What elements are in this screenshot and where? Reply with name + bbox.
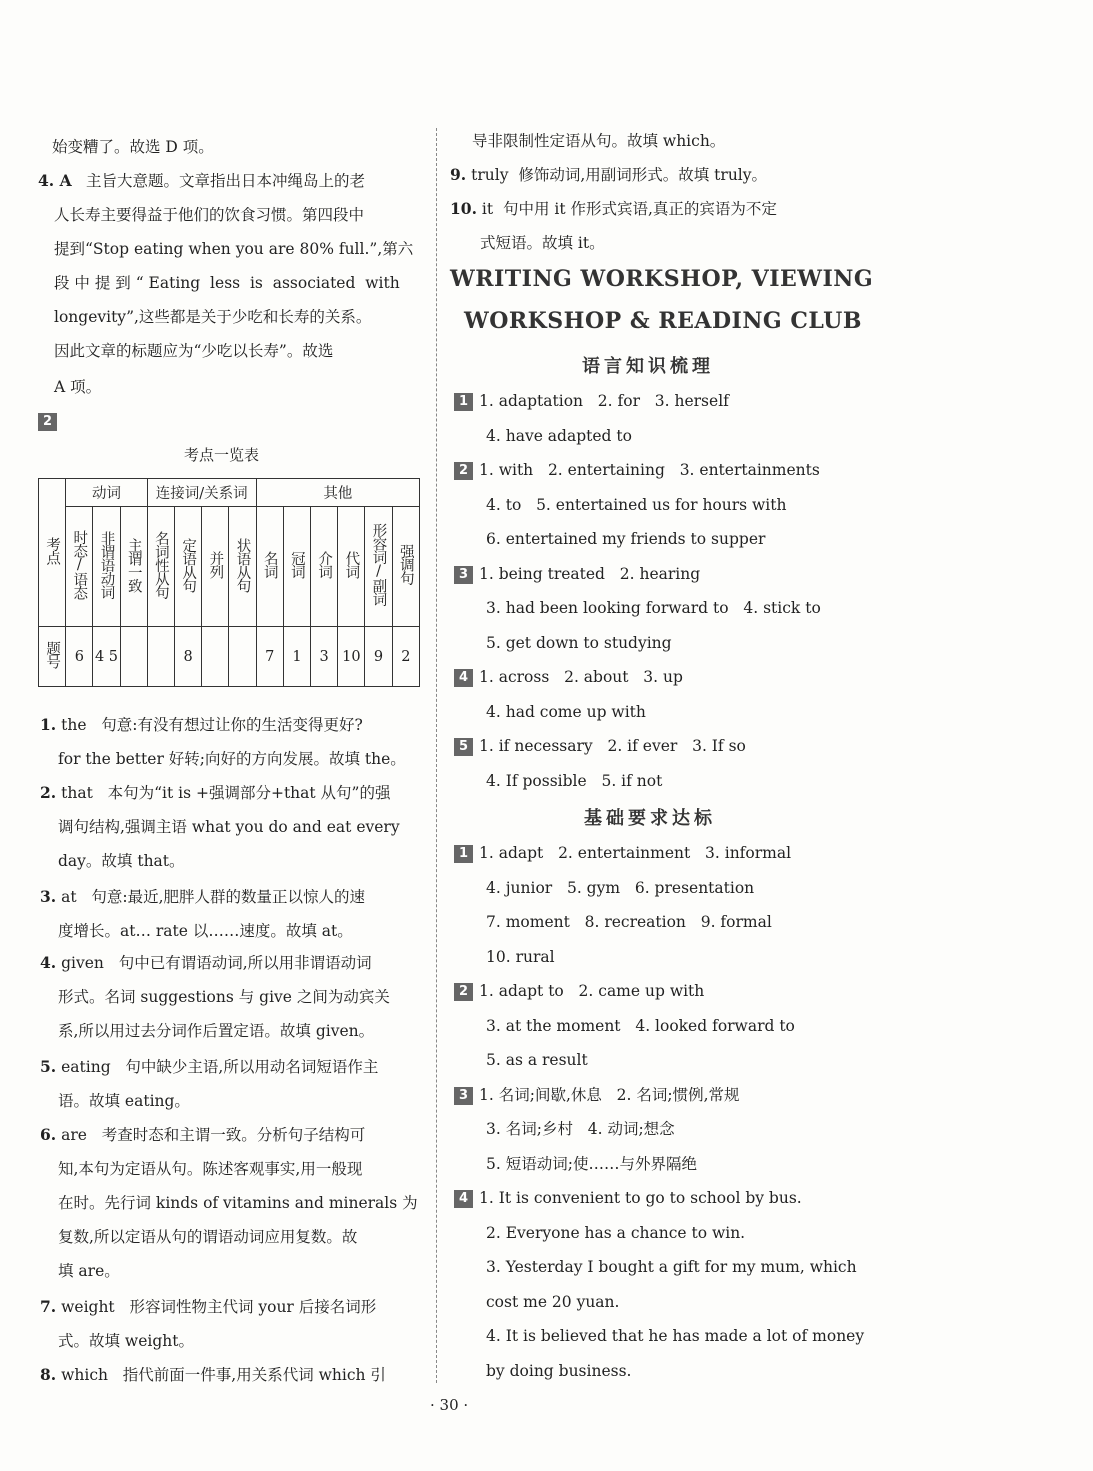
- answer-explanation-line: 复数,所以定语从句的谓语动词应用复数。故: [58, 1228, 358, 1246]
- answer-entry: 3. informal: [705, 844, 792, 862]
- table-group-header: 其他: [256, 479, 419, 507]
- answer-row: [486, 1153, 697, 1175]
- answer-entry: 2. for: [597, 392, 640, 410]
- answer-entry: 6. presentation: [634, 878, 755, 897]
- answer-entry: 5. as a result: [486, 1051, 588, 1069]
- answer-entry: 4. stick to: [743, 599, 821, 617]
- answer-word: given: [61, 954, 104, 972]
- answer-item: [40, 1124, 365, 1146]
- answer-entry: 3. 名词;乡村: [486, 1120, 573, 1138]
- answer-row: [486, 701, 646, 723]
- answer-row: [454, 1187, 802, 1209]
- section-2-marker: [38, 410, 63, 432]
- answer-entry: 3. entertainments: [679, 461, 820, 479]
- answer-row: [486, 946, 555, 968]
- answer-entry: 9. formal: [700, 913, 772, 931]
- subsection-heading: 语言知识梳理: [582, 356, 714, 377]
- answer-row: [486, 632, 672, 654]
- answer-row: [454, 735, 746, 757]
- answer-explanation-line: 度增长。at… rate 以……速度。故填 at。: [58, 922, 353, 940]
- answer-row: [486, 911, 772, 933]
- table-column-header: 介词: [311, 507, 338, 627]
- page-number: · 30 ·: [430, 1396, 469, 1414]
- answer-item: [40, 1296, 376, 1318]
- answer-entry: 1. adapt: [479, 844, 544, 862]
- answer-explanation-line: 形式。名词 suggestions 与 give 之间为动宾关: [58, 988, 390, 1006]
- q10: [450, 198, 777, 220]
- table-cell: 4 5: [93, 627, 120, 687]
- answer-entry: 4. It is believed that he has made a lot of money: [486, 1327, 865, 1345]
- answer-explanation: 句意:有没有想过让你的生活变得更好?: [101, 716, 363, 734]
- section-number-badge: 5: [454, 738, 473, 756]
- table-cell: 2: [392, 627, 419, 687]
- answer-entry: 4. junior: [486, 878, 553, 897]
- answer-explanation-line: 知,本句为定语从句。陈述客观事实,用一般现: [58, 1160, 363, 1178]
- table-column-header: 时态/语态: [66, 507, 93, 627]
- answer-item: [40, 952, 372, 974]
- q4-line: 主旨大意题。文章指出日本冲绳岛上的老: [86, 172, 366, 190]
- answer-row: [454, 390, 729, 412]
- answer-number: 4.: [40, 953, 57, 972]
- q9-explanation: 修饰动词,用副词形式。故填 truly。: [518, 166, 768, 184]
- answer-word: weight: [61, 1298, 115, 1316]
- q4-number: 4. A: [38, 171, 72, 190]
- table-cell: 7: [256, 627, 283, 687]
- answer-row: [486, 1325, 864, 1347]
- column-divider: [436, 128, 437, 1383]
- answer-entry: cost me 20 yuan.: [486, 1292, 620, 1311]
- table-cell: [202, 627, 229, 687]
- q10-explanation: 句中用 it 作形式宾语,真正的宾语为不定: [502, 200, 777, 218]
- q4-line: 段 中 提 到 “ Eating less is associated with: [54, 274, 400, 292]
- answer-entry: 4. 动词;想念: [587, 1120, 675, 1138]
- answer-entry: 5. gym: [566, 878, 621, 897]
- answer-entry: 1. across: [479, 668, 550, 686]
- answer-entry: 1. being treated: [479, 564, 605, 583]
- q10-number: 10.: [450, 199, 477, 218]
- answer-entry: 3. up: [643, 668, 683, 686]
- table-cell: 1: [283, 627, 310, 687]
- answer-explanation: 句意:最近,肥胖人群的数量正以惊人的速: [91, 888, 366, 906]
- answer-explanation: 形容词性物主代词 your 后接名词形: [129, 1298, 377, 1316]
- answer-word: which: [61, 1366, 108, 1384]
- answer-row: [486, 528, 765, 550]
- table-cell: 10: [338, 627, 365, 687]
- answer-number: 8.: [40, 1365, 57, 1384]
- table-column-header: 定语从句: [175, 507, 202, 627]
- section-number-badge: 3: [454, 1087, 473, 1105]
- answer-word: eating: [61, 1058, 111, 1076]
- section-number-badge: 1: [454, 845, 473, 863]
- table-cell: 8: [175, 627, 202, 687]
- answer-explanation-line: day。故填 that。: [58, 852, 185, 870]
- answer-explanation-line: 调句结构,强调主语 what you do and eat every: [58, 818, 400, 836]
- answer-word: that: [61, 784, 93, 802]
- answer-explanation: 句中已有谓语动词,所以用非谓语动词: [118, 954, 372, 972]
- answer-row: [454, 666, 683, 688]
- answer-row: [486, 494, 786, 516]
- answer-entry: 8. recreation: [584, 913, 686, 931]
- answer-word: the: [61, 716, 87, 734]
- answer-row: [486, 1015, 795, 1037]
- answer-entry: 2. 名词;惯例,常规: [616, 1085, 740, 1104]
- answer-explanation: 考查时态和主谓一致。分析句子结构可: [101, 1126, 366, 1144]
- answer-explanation-line: 系,所以用过去分词作后置定语。故填 given。: [58, 1022, 375, 1040]
- answer-row: [486, 597, 821, 619]
- answer-entry: 1. adapt to: [479, 982, 564, 1000]
- answer-row: [454, 563, 700, 585]
- answer-row: [486, 1049, 588, 1071]
- answer-entry: 7. moment: [486, 913, 570, 931]
- answer-item: [40, 886, 365, 908]
- table-column-header: 主谓一致: [120, 507, 147, 627]
- table-cell: [120, 627, 147, 687]
- answer-entry: 2. came up with: [578, 982, 705, 1000]
- answer-entry: 2. Everyone has a chance to win.: [486, 1223, 746, 1242]
- answer-entry: 2. entertainment: [558, 844, 691, 862]
- answer-entry: 2. hearing: [619, 564, 701, 583]
- section-number-badge: 1: [454, 393, 473, 411]
- answer-item: [40, 714, 363, 736]
- answer-number: 1.: [40, 715, 57, 734]
- table-column-header: 名词性从句: [147, 507, 174, 627]
- answer-explanation: 指代前面一件事,用关系代词 which 引: [122, 1366, 386, 1384]
- answer-row: [486, 1291, 619, 1313]
- answer-number: 6.: [40, 1125, 57, 1144]
- table-cell: 3: [311, 627, 338, 687]
- answer-number: 3.: [40, 887, 57, 906]
- answer-explanation-line: 填 are。: [58, 1262, 120, 1280]
- table-cell: 6: [66, 627, 93, 687]
- answer-entry: 5. get down to studying: [486, 633, 672, 652]
- answer-explanation-line: for the better 好转;向好的方向发展。故填 the。: [58, 750, 406, 768]
- q9: [450, 164, 767, 186]
- q4-line: A 项。: [54, 378, 102, 396]
- table-group-header: 连接词/关系词: [147, 479, 256, 507]
- answer-word: are: [61, 1126, 87, 1144]
- answer-explanation-line: 在时。先行词 kinds of vitamins and minerals 为: [58, 1194, 418, 1212]
- table-column-header: 非谓语动词: [93, 507, 120, 627]
- section-number-badge: 4: [454, 669, 473, 687]
- q4-line: 提到“Stop eating when you are 80% full.”,第六: [54, 240, 414, 258]
- table-column-header: 代词: [338, 507, 365, 627]
- answer-item: [40, 1364, 386, 1386]
- table-group-header: 动词: [66, 479, 148, 507]
- answer-row: [486, 877, 754, 899]
- q4-line: 因此文章的标题应为“少吃以长寿”。故选: [54, 342, 334, 360]
- kaodian-table: [38, 478, 420, 687]
- answer-entry: 3. herself: [654, 392, 729, 410]
- section-number-badge: 4: [454, 1190, 473, 1208]
- table-column-header: 强调句: [392, 507, 419, 627]
- answer-entry: 5. if not: [601, 771, 663, 790]
- table-caption: 考点一览表: [184, 446, 260, 464]
- section-number-badge: 3: [454, 566, 473, 584]
- answer-entry: 3. If so: [692, 737, 746, 755]
- answer-entry: 2. if ever: [607, 737, 678, 755]
- answer-entry: 3. Yesterday I bought a gift for my mum, which: [486, 1258, 857, 1276]
- answer-entry: 10. rural: [486, 947, 555, 966]
- q10-line: 式短语。故填 it。: [480, 234, 605, 252]
- right-top-line: 导非限制性定语从句。故填 which。: [472, 132, 726, 150]
- answer-explanation-line: 语。故填 eating。: [58, 1092, 190, 1110]
- answer-row: [454, 1084, 740, 1106]
- subsection-heading: 基础要求达标: [584, 808, 716, 829]
- answer-entry: 4. to: [486, 495, 522, 514]
- section-heading: WORKSHOP & READING CLUB: [464, 308, 862, 334]
- answer-row: [486, 425, 632, 447]
- answer-entry: 4. looked forward to: [635, 1016, 795, 1035]
- answer-explanation: 本句为“it is +强调部分+that 从句”的强: [107, 784, 391, 802]
- section-number-badge: 2: [454, 983, 473, 1001]
- answer-number: 2.: [40, 783, 57, 802]
- answer-item: [40, 782, 390, 804]
- answer-explanation: 句中缺少主语,所以用动名词短语作主: [125, 1058, 379, 1076]
- q9-answer: truly: [471, 166, 509, 184]
- table-cell: [147, 627, 174, 687]
- answer-entry: 6. entertained my friends to supper: [486, 530, 766, 548]
- answer-row: [486, 1256, 857, 1278]
- answer-entry: 3. had been looking forward to: [486, 599, 729, 617]
- answer-entry: 1. It is convenient to go to school by bus.: [479, 1189, 802, 1207]
- answer-entry: 1. with: [479, 461, 534, 479]
- answer-entry: 5. entertained us for hours with: [536, 495, 787, 514]
- q9-number: 9.: [450, 165, 467, 184]
- answer-row: [486, 770, 662, 792]
- answer-entry: 2. entertaining: [547, 461, 665, 479]
- answer-word: at: [61, 888, 77, 906]
- answer-row: [486, 1360, 631, 1382]
- answer-row: [454, 459, 820, 481]
- left-top-line: 始变糟了。故选 D 项。: [52, 138, 214, 156]
- answer-row: [486, 1222, 745, 1244]
- table-column-header: 名词: [256, 507, 283, 627]
- table-column-header: 形容词/副词: [365, 507, 392, 627]
- answer-row: [486, 1118, 675, 1140]
- section-number-badge: 2: [454, 462, 473, 480]
- q4-line: 人长寿主要得益于他们的饮食习惯。第四段中: [54, 206, 365, 224]
- answer-entry: 1. if necessary: [479, 737, 593, 755]
- table-column-header: 冠词: [283, 507, 310, 627]
- answer-row: [454, 980, 704, 1002]
- answer-entry: by doing business.: [486, 1361, 632, 1380]
- q4-line: longevity”,这些都是关于少吃和长寿的关系。: [54, 308, 372, 326]
- answer-entry: 1. adaptation: [479, 392, 584, 410]
- answer-entry: 4. If possible: [486, 771, 587, 790]
- table-cell: [229, 627, 256, 687]
- table-column-header: 并列: [202, 507, 229, 627]
- table-column-header: 状语从句: [229, 507, 256, 627]
- answer-entry: 2. about: [564, 668, 629, 686]
- q10-answer: it: [481, 200, 494, 218]
- section-number-badge: 2: [38, 413, 57, 431]
- answer-entry: 3. at the moment: [486, 1016, 621, 1035]
- section-heading: WRITING WORKSHOP, VIEWING: [450, 266, 874, 292]
- answer-explanation-line: 式。故填 weight。: [58, 1332, 194, 1350]
- answer-number: 5.: [40, 1057, 57, 1076]
- table-row-label: 考点: [39, 479, 66, 627]
- table-cell: 9: [365, 627, 392, 687]
- answer-entry: 4. have adapted to: [486, 426, 632, 445]
- answer-entry: 4. had come up with: [486, 702, 646, 721]
- answer-entry: 1. 名词;间歇,休息: [479, 1085, 602, 1104]
- answer-entry: 5. 短语动词;使……与外界隔绝: [486, 1154, 697, 1173]
- answer-item: [40, 1056, 378, 1078]
- table-row-label: 题号: [39, 627, 66, 687]
- answer-number: 7.: [40, 1297, 57, 1316]
- answer-row: [454, 842, 791, 864]
